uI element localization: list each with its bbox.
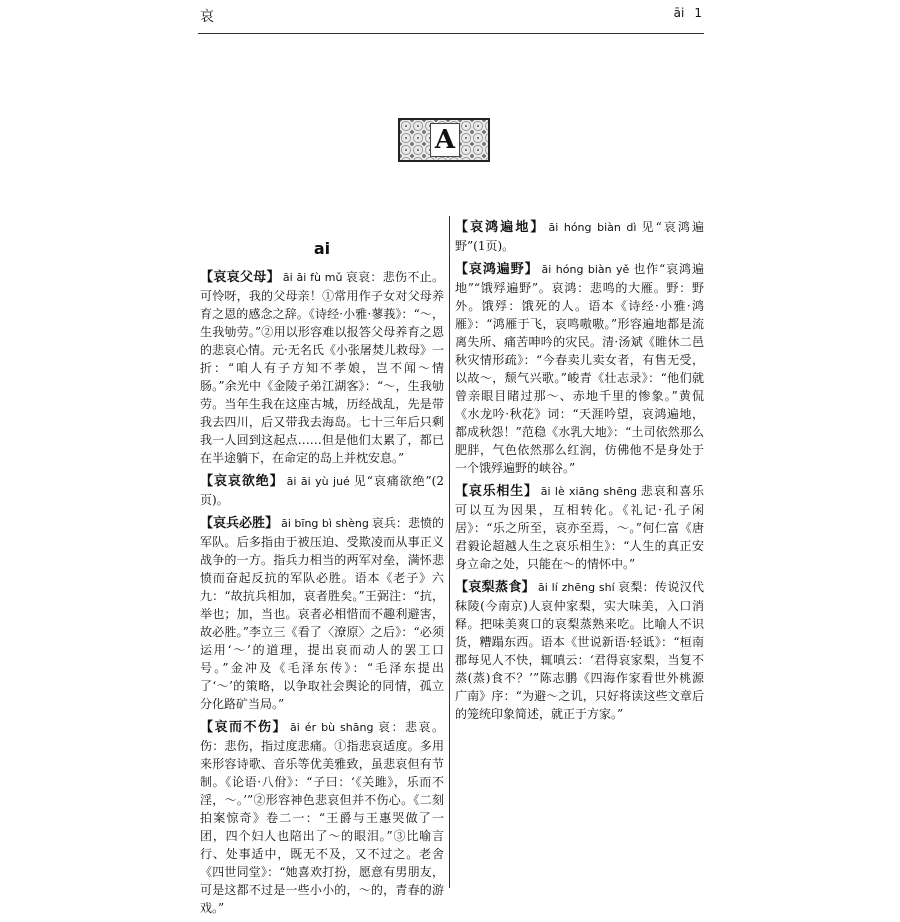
entry-definition: 哀梨：传说汉代秣陵(今南京)人哀仲家梨，实大味美，入口消释。把味美爽口的哀梨蒸熟来吃。比喻人不识货，糟蹋东西。语本《世说新语·轻诋》：“桓南郡每见人不快，辄嗔云：‘君得哀家梨，当复不蒸(蒸)食不？’”陈志鹏《四海作家看世外桃源 广南》序：“为避～之讥，只好将读这些文章后的笼统印象简述，就正于方家。” (455, 580, 717, 721)
dictionary-entry (200, 718, 444, 917)
entry-headword: 【哀而不伤】 (200, 720, 288, 735)
entry-pinyin: āi ér bù shāng (290, 721, 374, 734)
section-letter: A (430, 123, 460, 157)
column-divider (449, 216, 450, 888)
dictionary-entry (200, 514, 444, 713)
dictionary-entry (200, 268, 444, 467)
entry-pinyin: āi āi yù jué (286, 475, 350, 488)
entry-pinyin: āi āi fù mǔ (282, 271, 343, 284)
entry-headword: 【哀鸿遍野】 (455, 262, 539, 277)
entry-definition: 见“哀痛欲绝”(2页)。 (200, 474, 444, 507)
entry-definition: 哀兵：悲愤的军队。后多指由于被压迫、受欺凌而从事正义战争的一方。指兵力相当的两军对垒，满怀悲愤而奋起反抗的军队必胜。语本《老子》六九：“故抗兵相加，哀者胜矣。”王弼注：“抗，举也；加，当也。哀者必相惜而不趣利避害，故必胜。”李立三《看了〈潦原〉之后》：“必须运用‘～’的道理，提出哀而动人的罢工口号。”金冲及《毛泽东传》：“毛泽东提出了‘～’的策略，以争取社会舆论的同情，孤立分化路矿当局。” (200, 516, 444, 711)
dictionary-entry (455, 260, 704, 477)
entry-definition: 哀哀：悲伤不止。可怜呀，我的父母亲！①常用作子女对父母养育之恩的感念之辞。《诗经·小雅·蓼莪》：“～，生我劬劳。”②用以形容难以报答父母养育之恩的悲哀心情。元·无名氏《小张屠焚儿救母》一折：“咱人有子方知不孝娘，岂不闻～情肠。”余光中《金陵子弟江湖客》：“～，生我劬劳。当年生我在这座古城，历经战乱，先是带我去四川，后又带我去海岛。七十三年后只剩我一人回到这起点……但是他们太累了，都已在半途躺下，在命定的岛上并枕安息。” (200, 270, 444, 465)
header-rule (198, 33, 704, 34)
entry-pinyin: āi hóng biàn yě (541, 263, 630, 276)
entry-definition: 悲哀和喜乐可以互为因果，互相转化。《礼记·孔子闲居》：“乐之所至，哀亦至焉，～。”何仁富《唐君毅论超越人生之哀乐相生》：“人生的真正安身立命之处，只能在～的情怀中。” (455, 484, 704, 571)
running-header-left: 哀 (200, 9, 214, 25)
entry-headword: 【哀哀欲绝】 (200, 474, 284, 489)
entry-headword: 【哀乐相生】 (455, 484, 538, 499)
entry-definition: 见“哀鸿遍野”(1页)。 (455, 220, 705, 253)
dictionary-entry (200, 472, 444, 509)
entry-pinyin: āi bīng bì shèng (281, 517, 369, 530)
entry-headword: 【哀兵必胜】 (200, 516, 279, 531)
dictionary-entry (455, 578, 717, 723)
left-column (200, 238, 444, 922)
entry-headword: 【哀梨蒸食】 (455, 580, 536, 595)
entry-pinyin: āi lí zhēng shí (538, 581, 615, 594)
dictionary-entry (455, 482, 704, 573)
entry-pinyin: āi hóng biàn dì (548, 221, 637, 234)
dictionary-entry (455, 218, 704, 255)
section-ornament-box (398, 118, 490, 162)
right-column (455, 218, 717, 728)
entry-headword: 【哀哀父母】 (200, 270, 280, 285)
header-pinyin: āi (673, 6, 685, 20)
pinyin-heading: ai (313, 239, 331, 258)
entry-definition: 哀：悲哀。伤：悲伤，指过度悲痛。①指悲哀适度。多用来形容诗歌、音乐等优美雅致，虽悲哀但有节制。《论语·八佾》：“子曰：‘《关雎》，乐而不淫，～。’”②形容神色悲哀但并不伤心。《二刻拍案惊奇》卷二一：“王爵与王惠哭做了一团，四个妇人也陪出了～的眼泪。”③比喻言行、处事适中，既无不及，又不过之。老舍《四世同堂》：“她喜欢打扮，愿意有男朋友，可是这都不过是一些小小的，～的，青春的游戏。” (200, 720, 444, 915)
entry-headword: 【哀鸿遍地】 (455, 220, 546, 235)
entry-definition: 也作“哀鸿遍地”“饿殍遍野”。哀鸿：悲鸣的大雁。野：野外。饿殍：饿死的人。语本《诗经·小雅·鸿雁》：“鸿雁于飞，哀鸣嗷嗷。”形容遍地都是流离失所、痛苦呻吟的灾民。清·汤斌《睢休二邑秋灾情形疏》：“今春卖儿卖女者，有售无受，以故～，颓气兴歌。”峻青《壮志录》：“他们就曾亲眼目睹过那～、赤地千里的惨象。”黄侃《水龙吟·秋花》词：“天涯吟望，哀鸿遍地，都成秋怨！”范稳《水乳大地》：“土司依然那么肥胖，气色依然那么红润，仿佛他不是身处于一个饿殍遍野的峡谷。” (455, 262, 704, 475)
running-header-right (664, 6, 702, 20)
entry-pinyin: āi lè xiāng shēng (540, 485, 637, 498)
page-number: 1 (694, 6, 702, 20)
